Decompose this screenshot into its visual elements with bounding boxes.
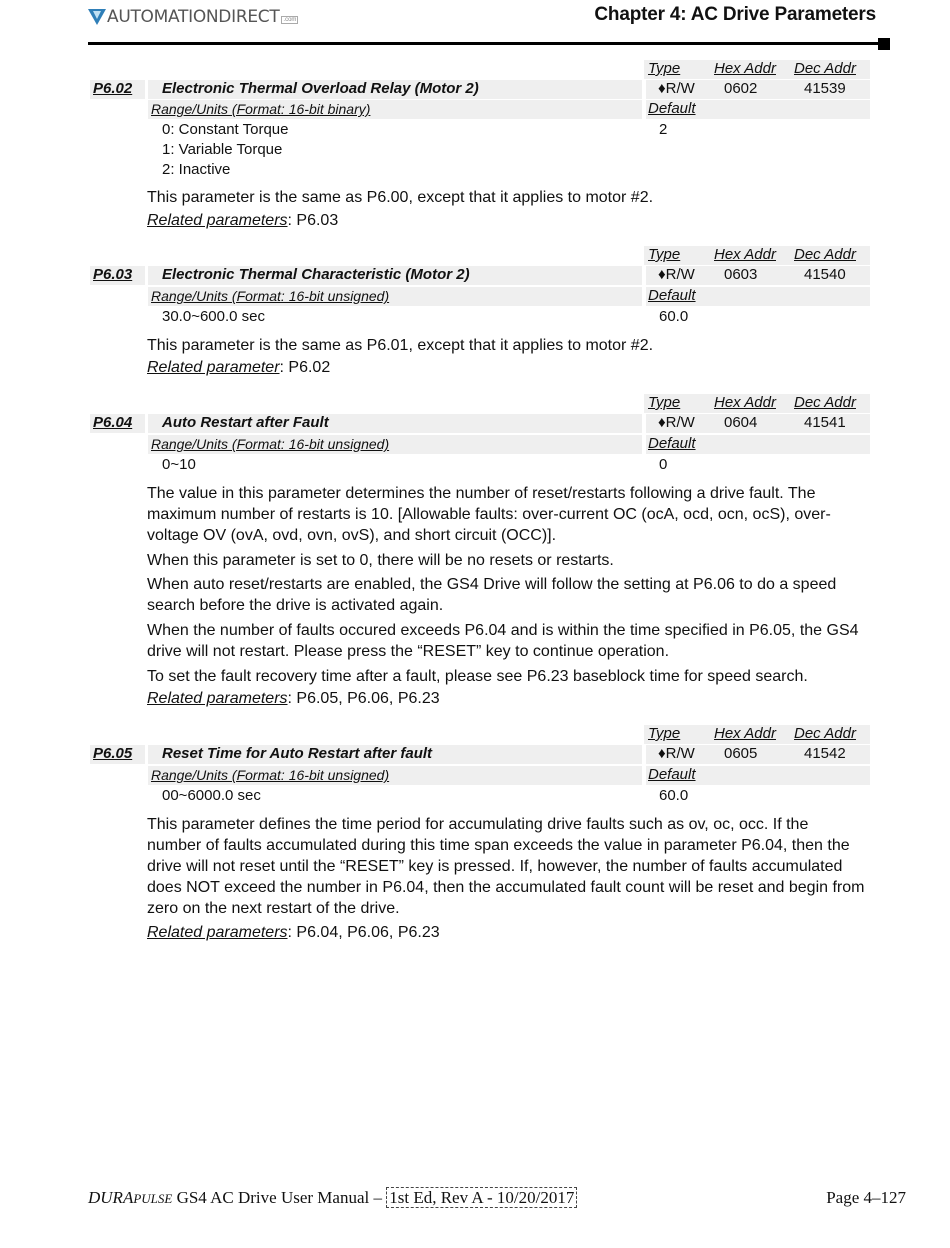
related-label: Related parameters bbox=[147, 212, 288, 229]
automationdirect-logo bbox=[88, 6, 298, 28]
footer-manual-title bbox=[88, 1188, 577, 1208]
param-type: ♦R/W bbox=[658, 745, 695, 762]
type-col-label: Type bbox=[648, 725, 681, 742]
range-units-label: Range/Units (Format: 16-bit unsigned) bbox=[151, 436, 390, 452]
default-value: 2 bbox=[659, 121, 668, 138]
param-title-row bbox=[148, 80, 870, 99]
header-rule bbox=[88, 42, 884, 45]
description-paragraph: This parameter defines the time period for accumulating drive faults such as ov, oc, occ. If the number of faults accumulated during this time span exceeds the value in parameter P6.04, then the drive will not reset until the “RESET” key is pressed. If, however, the number of faults accumulated does NOT exceed the number in P6.04, then the accumulated fault count will be reset and begin from zero on the next restart of the drive. bbox=[147, 816, 865, 917]
param-column-header bbox=[644, 725, 870, 744]
range-row bbox=[148, 100, 870, 119]
param-hex-addr: 0603 bbox=[724, 266, 758, 283]
type-col-label: Type bbox=[648, 394, 681, 411]
description-paragraph: This parameter is the same as P6.01, except that it applies to motor #2. bbox=[147, 337, 654, 354]
description-paragraph: This parameter is the same as P6.00, except that it applies to motor #2. bbox=[147, 189, 654, 206]
range-row bbox=[148, 766, 870, 785]
manual-name: GS4 AC Drive User Manual – bbox=[172, 1188, 387, 1207]
range-row bbox=[148, 287, 870, 306]
param-dec-addr: 41542 bbox=[804, 745, 846, 762]
range-row bbox=[148, 435, 870, 454]
related-label: Related parameters bbox=[147, 924, 288, 941]
range-option: 1: Variable Torque bbox=[162, 141, 283, 158]
param-title: Electronic Thermal Characteristic (Motor 2) bbox=[162, 266, 470, 283]
param-title: Reset Time for Auto Restart after fault bbox=[162, 745, 433, 762]
range-option: 2: Inactive bbox=[162, 161, 231, 178]
related-label: Related parameter bbox=[147, 359, 280, 376]
description-paragraph: When this parameter is set to 0, there will be no resets or restarts. bbox=[147, 552, 614, 569]
description-paragraph: To set the fault recovery time after a fault, please see P6.23 baseblock time for speed search. bbox=[147, 668, 808, 685]
type-col-label: Type bbox=[648, 246, 681, 263]
hex-col-label: Hex Addr bbox=[714, 394, 776, 411]
param-dec-addr: 41541 bbox=[804, 414, 846, 431]
brand-name bbox=[88, 1188, 172, 1207]
range-option: 00~6000.0 sec bbox=[162, 787, 261, 804]
type-col-label: Type bbox=[648, 60, 681, 77]
range-units-label: Range/Units (Format: 16-bit unsigned) bbox=[151, 288, 390, 304]
default-value: 0 bbox=[659, 456, 668, 473]
dec-col-label: Dec Addr bbox=[794, 60, 856, 77]
brand-part-a: DURA bbox=[88, 1188, 134, 1207]
hex-col-label: Hex Addr bbox=[714, 725, 776, 742]
range-option: 30.0~600.0 sec bbox=[162, 308, 266, 325]
param-hex-addr: 0602 bbox=[724, 80, 758, 97]
related-label: Related parameters bbox=[147, 690, 288, 707]
description-paragraph: The value in this parameter determines the number of reset/restarts following a drive fault. The maximum number of restarts is 10. [Allowable faults: over-current OC (ocA, ocd, ocn, ocS), over-voltage OV (ovA, ovd, ovn, ovS), and short circuit (OCC)]. bbox=[147, 485, 831, 544]
dec-col-label: Dec Addr bbox=[794, 246, 856, 263]
related-list: : P6.05, P6.06, P6.23 bbox=[287, 690, 440, 707]
param-title: Auto Restart after Fault bbox=[162, 414, 329, 431]
logo-text: AUTOMATIONDIRECT bbox=[107, 7, 280, 27]
header-rule-end bbox=[878, 38, 890, 50]
default-label: Default bbox=[648, 766, 696, 783]
param-type: ♦R/W bbox=[658, 266, 695, 283]
hex-col-label: Hex Addr bbox=[714, 60, 776, 77]
range-option: 0: Constant Torque bbox=[162, 121, 289, 138]
description-paragraph: When auto reset/restarts are enabled, the GS4 Drive will follow the setting at P6.06 to do a speed search before the drive is activated again. bbox=[147, 576, 837, 614]
param-title-row bbox=[148, 745, 870, 764]
logo-suffix: .com bbox=[283, 17, 297, 23]
description-paragraph: When the number of faults occured exceeds P6.04 and is within the time specified in P6.05, the GS4 drive will not restart. Please press the “RESET” key to continue operation. bbox=[147, 622, 859, 660]
param-number: P6.02 bbox=[90, 80, 145, 99]
param-title-row bbox=[148, 414, 870, 433]
related-list: : P6.03 bbox=[287, 212, 339, 229]
default-label: Default bbox=[648, 100, 696, 117]
range-units-label: Range/Units (Format: 16-bit unsigned) bbox=[151, 767, 390, 783]
default-value: 60.0 bbox=[659, 308, 689, 325]
brand-part-b: PULSE bbox=[133, 1191, 173, 1206]
param-dec-addr: 41540 bbox=[804, 266, 846, 283]
range-units-label: Range/Units (Format: 16-bit binary) bbox=[151, 101, 371, 117]
param-type: ♦R/W bbox=[658, 414, 695, 431]
default-label: Default bbox=[648, 435, 696, 452]
param-hex-addr: 0605 bbox=[724, 745, 758, 762]
related-list: : P6.04, P6.06, P6.23 bbox=[287, 924, 440, 941]
dec-col-label: Dec Addr bbox=[794, 394, 856, 411]
chapter-title: Chapter 4: AC Drive Parameters bbox=[594, 4, 876, 25]
param-dec-addr: 41539 bbox=[804, 80, 846, 97]
param-column-header bbox=[644, 394, 870, 413]
param-title-row bbox=[148, 266, 870, 285]
param-column-header bbox=[644, 60, 870, 79]
related-parameters bbox=[147, 924, 440, 942]
range-option: 0~10 bbox=[162, 456, 196, 473]
param-column-header bbox=[644, 246, 870, 265]
param-title: Electronic Thermal Overload Relay (Motor 2) bbox=[162, 80, 479, 97]
hex-col-label: Hex Addr bbox=[714, 246, 776, 263]
related-parameters bbox=[147, 690, 440, 708]
default-value: 60.0 bbox=[659, 787, 689, 804]
param-number: P6.04 bbox=[90, 414, 145, 433]
dec-col-label: Dec Addr bbox=[794, 725, 856, 742]
param-hex-addr: 0604 bbox=[724, 414, 758, 431]
param-number: P6.03 bbox=[90, 266, 145, 285]
page-number: Page 4–127 bbox=[826, 1188, 906, 1207]
logo-v-icon bbox=[88, 8, 106, 26]
related-parameters bbox=[147, 212, 338, 230]
related-list: : P6.02 bbox=[279, 359, 331, 376]
param-number: P6.05 bbox=[90, 745, 145, 764]
edition-label: 1st Ed, Rev A - 10/20/2017 bbox=[386, 1187, 577, 1208]
default-label: Default bbox=[648, 287, 696, 304]
related-parameters bbox=[147, 359, 330, 377]
param-type: ♦R/W bbox=[658, 80, 695, 97]
